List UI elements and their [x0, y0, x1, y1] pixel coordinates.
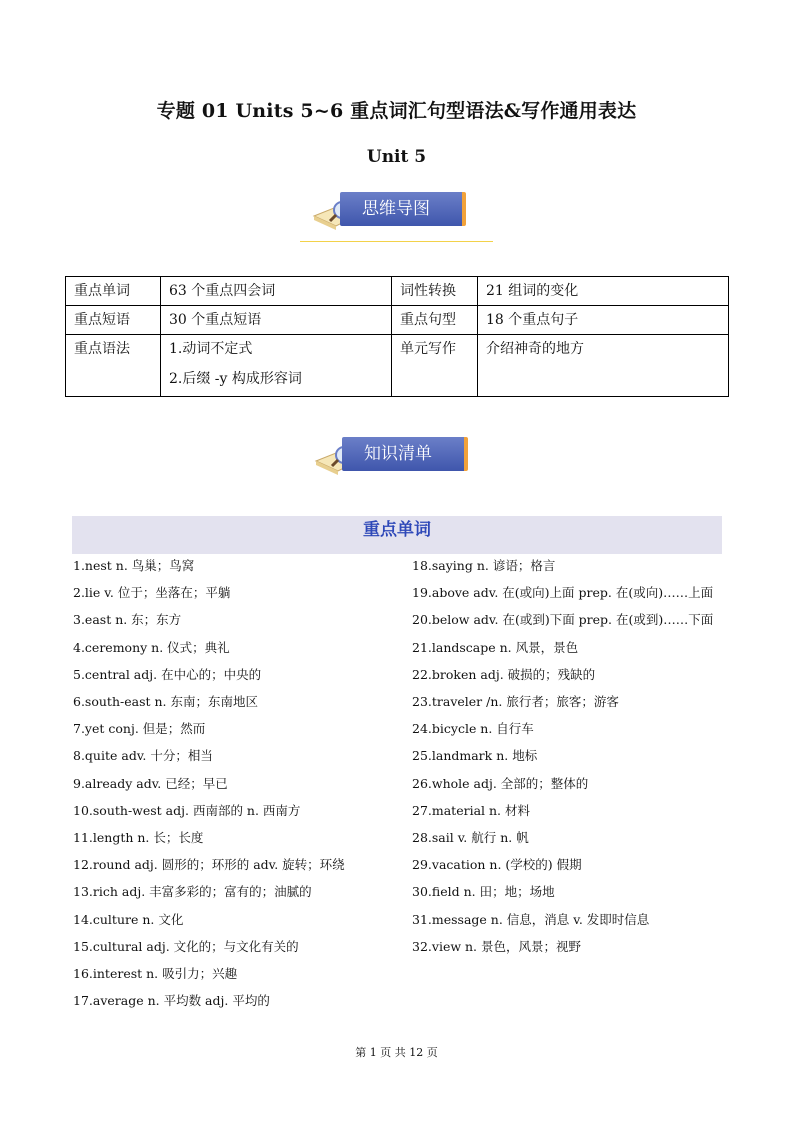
list-item: 29.vacation n. (学校的) 假期 — [412, 857, 582, 873]
mind-map-banner — [312, 192, 472, 236]
list-item: 22.broken adj. 破损的；残缺的 — [412, 666, 596, 682]
divider-line — [300, 241, 493, 242]
list-item: 25.landmark n. 地标 — [412, 748, 538, 764]
list-item: 9.already adv. 已经；早已 — [73, 775, 228, 791]
grammar-point: 2.后缀 -y 构成形容词 — [169, 371, 302, 387]
table-row — [66, 277, 729, 306]
list-item: 31.message n. 信息，消息 v. 发即时信息 — [412, 911, 650, 927]
list-item: 12.round adj. 圆形的；环形的 adv. 旋转；环绕 — [73, 857, 345, 873]
list-item: 30.field n. 田；地；场地 — [412, 884, 555, 900]
list-item: 26.whole adj. 全部的；整体的 — [412, 775, 589, 791]
knowledge-list-label: 知识清单 — [342, 437, 468, 471]
table-row — [66, 335, 729, 397]
table-cell: 词性转换 — [392, 277, 478, 306]
list-item: 15.cultural adj. 文化的；与文化有关的 — [73, 938, 299, 954]
list-item: 32.view n. 景色，风景；视野 — [412, 938, 582, 954]
list-item: 28.sail v. 航行 n. 帆 — [412, 830, 529, 846]
list-item: 17.average n. 平均数 adj. 平均的 — [73, 993, 270, 1009]
list-item: 21.landscape n. 风景，景色 — [412, 639, 579, 655]
unit-title: Unit 5 — [366, 147, 427, 167]
vocab-list-right — [412, 552, 724, 960]
table-cell: 21 组词的变化 — [478, 277, 729, 306]
table-cell: 30 个重点短语 — [161, 306, 392, 335]
list-item: 5.central adj. 在中心的；中央的 — [73, 666, 262, 682]
list-item: 19.above adv. 在(或向)上面 prep. 在(或向)……上面 — [412, 585, 714, 601]
list-item: 20.below adv. 在(或到)下面 prep. 在(或到)……下面 — [412, 612, 714, 628]
list-item: 1.nest n. 鸟巢；鸟窝 — [73, 558, 195, 573]
table-cell: 18 个重点句子 — [478, 306, 729, 335]
list-item: 18.saying n. 谚语；格言 — [412, 558, 556, 573]
table-cell: 重点句型 — [392, 306, 478, 335]
list-item: 10.south-west adj. 西南部的 n. 西南方 — [73, 802, 301, 818]
list-item: 8.quite adv. 十分；相当 — [73, 748, 213, 764]
list-item: 27.material n. 材料 — [412, 802, 530, 818]
document-title: 专题 01 Units 5~6 重点词汇句型语法&写作通用表达 — [156, 100, 637, 122]
list-item: 23.traveler /n. 旅行者；旅客；游客 — [412, 694, 619, 710]
list-item: 4.ceremony n. 仪式；典礼 — [73, 639, 230, 655]
list-item: 6.south-east n. 东南；东南地区 — [73, 694, 258, 710]
table-cell: 63 个重点四会词 — [161, 277, 392, 306]
list-item: 7.yet conj. 但是；然而 — [73, 721, 206, 737]
grammar-point: 1.动词不定式 — [169, 341, 253, 357]
table-cell: 介绍神奇的地方 — [478, 335, 729, 397]
table-row — [66, 306, 729, 335]
list-item: 13.rich adj. 丰富多彩的；富有的；油腻的 — [73, 884, 312, 900]
list-item: 14.culture n. 文化 — [73, 911, 184, 927]
table-cell: 单元写作 — [392, 335, 478, 397]
table-cell — [161, 335, 392, 397]
vocab-list-left — [73, 552, 393, 1014]
list-item: 24.bicycle n. 自行车 — [412, 721, 534, 737]
table-cell: 重点单词 — [66, 277, 161, 306]
vocab-section-header: 重点单词 — [72, 516, 722, 554]
table-cell: 重点短语 — [66, 306, 161, 335]
overview-table — [65, 276, 729, 397]
list-item: 11.length n. 长；长度 — [73, 830, 204, 846]
knowledge-list-banner — [314, 437, 474, 481]
page-footer: 第 1 页 共 12 页 — [355, 1046, 438, 1059]
table-cell: 重点语法 — [66, 335, 161, 397]
list-item: 2.lie v. 位于；坐落在；平躺 — [73, 585, 231, 601]
list-item: 16.interest n. 吸引力；兴趣 — [73, 966, 238, 982]
list-item: 3.east n. 东；东方 — [73, 612, 182, 628]
mind-map-label: 思维导图 — [340, 192, 466, 226]
